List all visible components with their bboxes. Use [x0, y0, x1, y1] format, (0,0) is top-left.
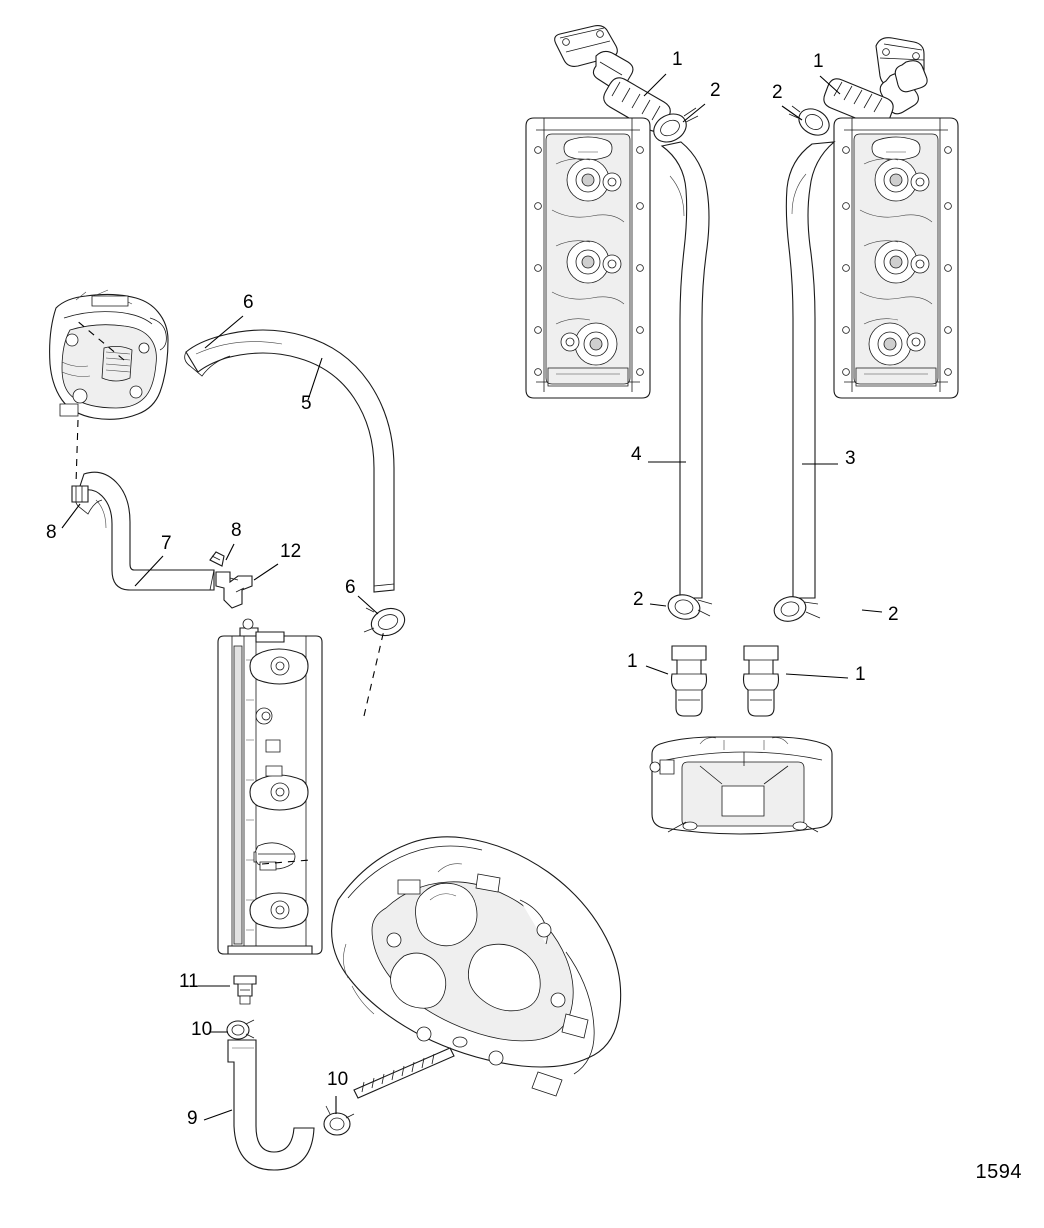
callout-7: 7 [161, 533, 172, 554]
callout-10-lower: 10 [327, 1069, 349, 1090]
clamp-10-lower [324, 1106, 354, 1135]
hose-clamp-upper-right [789, 104, 834, 141]
callout-3: 3 [845, 448, 856, 469]
callout-1-upper-right: 1 [813, 51, 824, 72]
callout-4: 4 [631, 444, 642, 465]
powerhead-adaptor-plate [650, 737, 832, 834]
callout-5: 5 [301, 393, 312, 414]
callout-2-lower-left: 2 [633, 589, 644, 610]
clamp-8-right [210, 552, 224, 566]
fitting-12 [216, 572, 252, 608]
callout-10-upper: 10 [191, 1019, 213, 1040]
hose-4 [662, 142, 709, 598]
hose-7 [75, 472, 214, 590]
hose-3 [786, 142, 834, 598]
fitting-11 [234, 976, 256, 1004]
clamp-8-left [72, 486, 88, 502]
hose-fitting-lower-right [744, 646, 779, 716]
callout-1-lower-left: 1 [627, 651, 638, 672]
vapor-separator [50, 290, 168, 419]
cylinder-head-cover-right [834, 118, 958, 398]
clamp-10-upper [227, 1020, 254, 1039]
elbow-fitting-left [555, 26, 671, 132]
callout-2-upper-right: 2 [772, 82, 783, 103]
lower-cowl-pan [332, 837, 621, 1098]
figure-number: 1594 [975, 1161, 1022, 1183]
elbow-fitting-right [824, 38, 927, 127]
cylinder-head-cover-left [526, 118, 650, 398]
callout-6-bottom: 6 [345, 577, 356, 598]
clamp-6-bottom [364, 604, 408, 640]
hose-clamp-lower-left [666, 592, 712, 622]
hose-fitting-lower-left [672, 646, 707, 716]
callout-9: 9 [187, 1108, 198, 1129]
callout-8-right: 8 [231, 520, 242, 541]
callout-1-upper-left: 1 [672, 49, 683, 70]
callout-6-top: 6 [243, 292, 254, 313]
callout-8-left: 8 [46, 522, 57, 543]
callout-2-lower-right: 2 [888, 604, 899, 625]
hose-9 [228, 1040, 314, 1170]
callout-2-upper-left: 2 [710, 80, 721, 101]
fuel-rail [218, 619, 322, 954]
callout-11: 11 [179, 971, 199, 992]
callout-12: 12 [280, 541, 302, 562]
callout-1-lower-right: 1 [855, 664, 866, 685]
